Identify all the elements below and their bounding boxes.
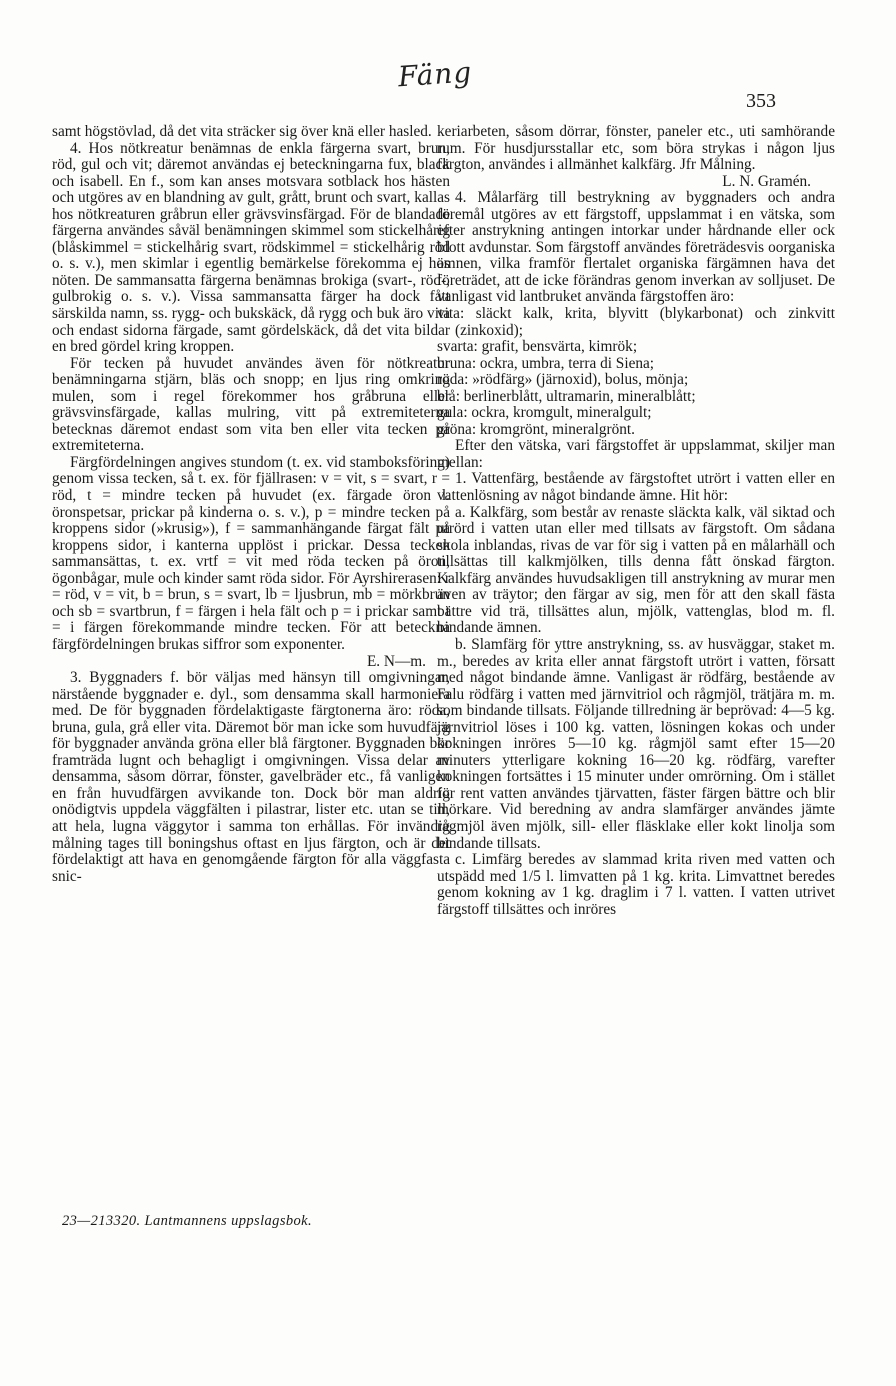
author-signature: L. N. Gramén.	[722, 172, 811, 190]
paragraph: 4. Hos nötkreatur benämnas de enkla färgerna svart, brun, röd, gul och vit; däremot användas ej beteckningarna fux, black och isabell. En f., som kan anses motsvara sotblack hos hästen och utgöres av en blandning av gult, grått, brunt och svart, kallas hos nötkreaturen gråbrun eller grävsvinsfärgad. För de blandade färgerna användes såväl benämningen skimmel som stickelhårig (blåskimmel = stickelhårig svart, rödskimmel = stickelhårig röd o. s. v.), men skimlar i egentlig bemärkelse förekomma ej hos nöten. De sammansatta färgerna benämnas brokiga (svart-, röd-, gulbrokig o. s. v.). Vissa sammansatta färger ha dock fått särskilda namn, ss. rygg- och bukskäck, då rygg och buk äro vita och endast sidorna färgade, samt gördelskäck, då det vita bildar en bred gördel kring kroppen.	[52, 139, 450, 356]
list-item: röda: »rödfärg» (järnoxid), bolus, mönja;	[437, 371, 689, 389]
paragraph: samt högstövlad, då det vita sträcker sig över knä eller hasled.	[52, 123, 432, 140]
paragraph: Efter den vätska, vari färgstoffet är uppslammat, skiljer man mellan:	[437, 437, 835, 471]
list-item: gula: ockra, kromgult, mineralgult;	[437, 404, 652, 422]
paragraph: keriarbeten, såsom dörrar, fönster, paneler etc., uti samhörande rum. För husdjursstallar etc, som böra strykas i någon ljus färgton, användes i allmänhet kalkfärg. Jfr Målning.	[437, 123, 835, 174]
paragraph: c. Limfärg beredes av slammad krita riven med vatten och utspädd med 1/5 l. limvatten på 1 kg. krita. Limvattnet beredes genom kokning av 1 kg. draglim i 7 l. vatten. I vatten utrivet färgstoff tillsättes och inröres	[437, 851, 835, 918]
paragraph: 3. Byggnaders f. bör väljas med hänsyn till omgivningar, närstående byggnader e. dyl., som densamma skall harmoniera med. De för byggnaden fördelaktigaste färgtonerna äro: röda, bruna, gula, grå eller vita. Däremot bör man icke som huvudfärg för byggnader använda gröna eller blå färgtoner. Byggnaden bör framträda lugnt och behagligt i omgivningen. Vissa delar av densamma, såsom dörrar, fönster, gavelbräder etc., få vanligen en från huvudfärgen avvikande ton. Dock bör man aldrig onödigtvis uppdela väggfälten i pilastrar, lister etc. utan se till, att hela, lugna väggytor i samma ton erhållas. För invändig målning tages till boningshus oftast en ljus färgton, och är det fördelaktigt att hava en genomgående färgton för alla väggfasta snic-	[52, 669, 450, 885]
handwritten-annotation: Fäng	[396, 55, 474, 94]
page-number: 353	[746, 90, 776, 112]
paragraph: 1. Vattenfärg, bestående av färgstoftet utrört i vatten eller en vattenlösning av något bindande ämne. Hit hör:	[437, 470, 835, 505]
left-column	[52, 124, 450, 885]
list-item: gröna: kromgrönt, mineralgrönt.	[437, 420, 635, 438]
paragraph: 4. Målarfärg till bestrykning av byggnaders och andra föremål utgöres av ett färgstoff, uppslammat i en vätska, som efter anstrykning antingen intorkar under hårdnande eller ock blott avdunstar. Som färgstoff användes företrädesvis oorganiska ämnen, vilka framför flertalet organiska färgämnen hava det företrädet, att de icke förändras genom inverkan av solljuset. De vanligast vid lantbruket använda färgstoffen äro:	[437, 189, 835, 306]
list-item: bruna: ockra, umbra, terra di Siena;	[437, 354, 655, 372]
list-item: blå: berlinerblått, ultramarin, mineralblått;	[437, 387, 696, 405]
author-signature: E. N—m.	[366, 652, 426, 670]
paragraph: b. Slamfärg för yttre anstrykning, ss. av husväggar, staket m. m., beredes av krita eller annat färgstoft utrört i vatten, försatt med något bindande ämne. Vanligast är rödfärg, bestående av Falu rödfärg i vatten med järnvitriol och rågmjöl, trätjära m. m. som bindande tillsats. Följande tillredning är beprövad: 4—5 kg. järnvitriol löses i 100 kg. vatten, lösningen kokas och under kokningen inröres 5—10 kg. rågmjöl samt efter 15—20 minuters ytterligare kokning 16—20 kg. rödfärg, varefter kokningen fortsättes i 15 minuter under omrörning. Om i stället för rent vatten användes tjärvatten, fäster färgen bättre och blir mörkare. Vid beredning av andra slamfärger användes jämte rågmjöl även mjölk, sill- eller fläsklake eller kokt linolja som bindande tillsats.	[437, 635, 835, 852]
paragraph: Färgfördelningen angives stundom (t. ex. vid stamboksföring) genom vissa tecken, så t. ex. för fjällrasen: v = vit, s = svart, r = röd, t = mindre tecken på huvudet (ex. färgade öron l. öronspetsar, prickar på kinderna o. s. v.), p = mindre tecken på kroppens sidor (»krusig»), f = sammanhängande färgat fält på kroppens sidor, i kanterna upplöst i prickar. Dessa tecken sammansättas, t. ex. vrtf = vit med röda tecken på öron, ögonbågar, mule och kinder samt röda sidor. För Ayrshirerasen: r = röd, v = vit, b = brun, s = svart, lb = ljusbrun, mb = mörkbrun och sb = svartbrun, f = färgen i hela fält och p = i prickar samt t = i färgen förekommande mindre tecken. För att beteckna färgfördelningen brukas siffror som exponenter.	[52, 453, 450, 653]
page-footer: 23—213320. Lantmannens uppslagsbok.	[62, 1213, 313, 1229]
paragraph: För tecken på huvudet användes även för nötkreatur benämningarna stjärn, bläs och snopp; en ljus ring omkring mulen, som i regel förekommer hos gråbruna eller grävsvinsfärgade, kallas mulring, vitt på extremiteterna betecknas däremot endast som vita ben eller vita tecken på extremiteterna.	[52, 354, 450, 455]
list-item: vita: släckt kalk, krita, blyvitt (blykarbonat) och zinkvitt (zinkoxid);	[437, 305, 835, 339]
right-column	[437, 124, 835, 918]
list-item: svarta: grafit, bensvärta, kimrök;	[437, 338, 638, 356]
paragraph: a. Kalkfärg, som består av renaste släckta kalk, väl siktad och utrörd i vatten utan eller med tillsats av färgstoft. Om sådana skola inblandas, rivas de var för sig i vatten på en målarhäll och tillsättas till kalkmjölken, tills denna fått önskad färgton. Kalkfärg användes huvudsakligen till anstrykning av murar men även av träytor; den färgar av sig, men för att den skall fästa bättre vid trä, tillsättes alun, mjölk, vattenglas, blod m. fl. bindande ämnen.	[437, 503, 835, 637]
